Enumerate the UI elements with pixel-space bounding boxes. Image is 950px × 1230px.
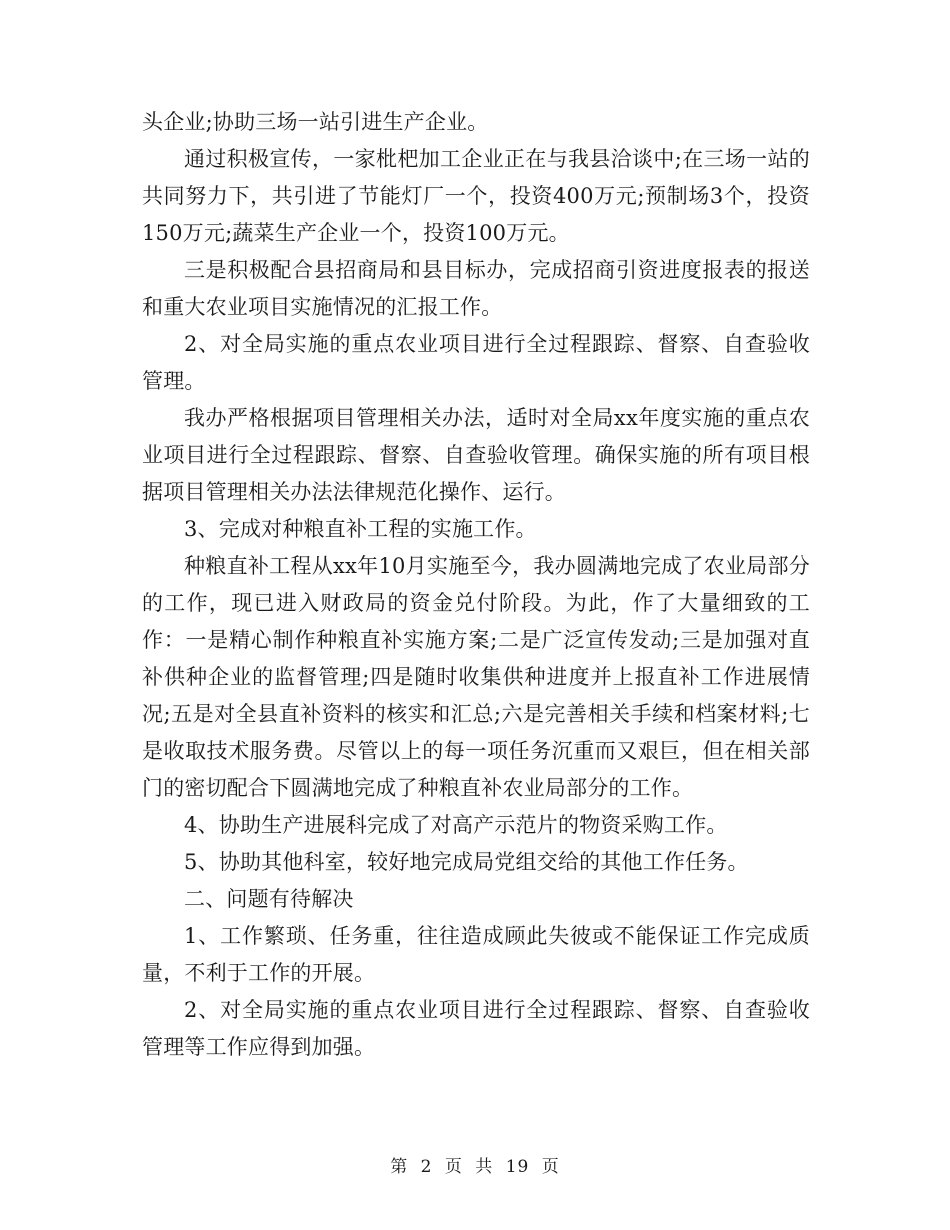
paragraph: 4、协助生产进展科完成了对高产示范片的物资采购工作。 xyxy=(184,813,728,837)
paragraph: 我办严格根据项目管理相关办法，适时对全局xx年度实施的重点农业项目进行全过程跟踪、督察、自查验收管理。确保实施的所有项目根据项目管理相关办法法律规范化操作、运行。 xyxy=(142,406,810,504)
paragraph: 5、协助其他科室，较好地完成局党组交给的其他工作任务。 xyxy=(184,850,749,874)
paragraph: 通过积极宣传，一家枇杷加工企业正在与我县洽谈中;在三场一站的共同努力下，共引进了节能灯厂一个，投资400万元;预制场3个，投资150万元;蔬菜生产企业一个，投资100万元。 xyxy=(142,147,810,245)
document-body xyxy=(142,104,810,1066)
page-number-footer: 第 2 页 共 19 页 xyxy=(390,1157,560,1177)
paragraph: 三是积极配合县招商局和县目标办，完成招商引资进度报表的报送和重大农业项目实施情况的汇报工作。 xyxy=(142,258,810,319)
paragraph: 2、对全局实施的重点农业项目进行全过程跟踪、督察、自查验收管理等工作应得到加强。 xyxy=(142,998,810,1059)
paragraph: 1、工作繁琐、任务重，往往造成顾此失彼或不能保证工作完成质量，不利于工作的开展。 xyxy=(142,924,810,985)
section-heading: 二、问题有待解决 xyxy=(184,887,354,911)
paragraph: 种粮直补工程从xx年10月实施至今，我办圆满地完成了农业局部分的工作，现已进入财政局的资金兑付阶段。为此，作了大量细致的工作：一是精心制作种粮直补实施方案;二是广泛宣传发动;三是加强对直补供种企业的监督管理;四是随时收集供种进度并上报直补工作进展情况;五是对全县直补资料的核实和汇总;六是完善相关手续和档案材料;七是收取技术服务费。尽管以上的每一项任务沉重而又艰巨，但在相关部门的密切配合下圆满地完成了种粮直补农业局部分的工作。 xyxy=(142,554,810,800)
section-heading: 2、对全局实施的重点农业项目进行全过程跟踪、督察、自查验收管理。 xyxy=(142,332,810,393)
section-heading: 3、完成对种粮直补工程的实施工作。 xyxy=(184,517,537,541)
paragraph: 头企业;协助三场一站引进生产企业。 xyxy=(142,110,489,134)
